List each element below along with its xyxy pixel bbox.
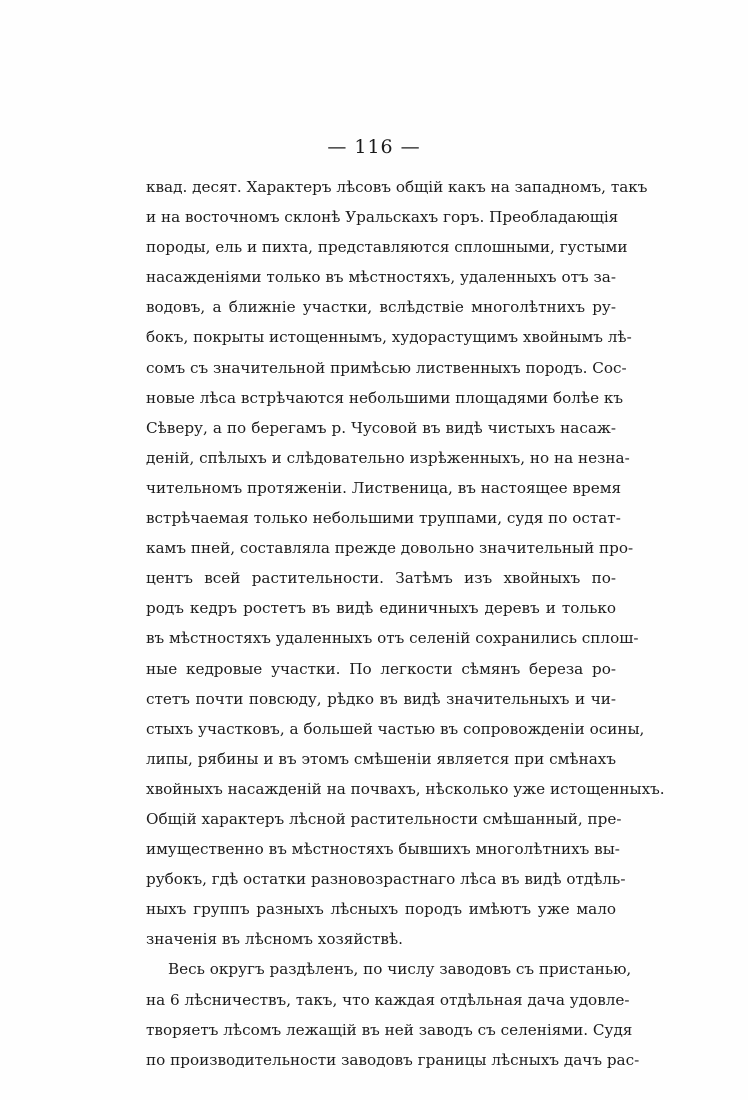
text-line: родъ кедръ ростетъ въ видѣ единичныхъ деревъ и только (146, 599, 616, 618)
paragraph (146, 954, 640, 1074)
text-line: ныхъ группъ разныхъ лѣсныхъ породъ имѣютъ уже мало (146, 900, 616, 919)
text-line: бокъ, покрыты истощеннымъ, худорастущимъ хвойнымъ лѣ- (146, 328, 632, 347)
text-line: сомъ съ значительной примѣсью лиственныхъ породъ. Сос- (146, 358, 627, 377)
text-line: Сѣверу, а по берегамъ р. Чусовой въ видѣ чистыхъ насаж- (146, 418, 616, 437)
text-line: липы, рябины и въ этомъ смѣшеніи является при смѣнахъ (146, 749, 616, 768)
text-line: на 6 лѣсничествъ, такъ, что каждая отдѣльная дача удовле- (146, 990, 630, 1009)
text-line: значенія въ лѣсномъ хозяйствѣ. (146, 930, 403, 949)
text-line: чительномъ протяженіи. Лиственица, въ настоящее время (146, 478, 622, 497)
text-line: Весь округъ раздѣленъ, по числу заводовъ съ пристанью, (168, 960, 632, 979)
page-number: — 116 — (327, 136, 421, 158)
text-line: въ мѣстностяхъ удаленныхъ отъ селеній сохранились сплош- (146, 629, 639, 648)
text-line: стыхъ участковъ, а большей частью въ сопровожденіи осины, (146, 719, 645, 738)
text-line: центъ всей растительности. Затѣмъ изъ хвойныхъ по- (146, 569, 616, 588)
text-line: рубокъ, гдѣ остатки разновозрастнаго лѣса въ видѣ отдѣль- (146, 870, 626, 889)
text-line: Общій характеръ лѣсной растительности смѣшанный, пре- (146, 809, 622, 828)
text-line: и на восточномъ склонѣ Уральскахъ горъ. Преобладающія (146, 208, 619, 227)
text-line: квад. десят. Характеръ лѣсовъ общій какъ на западномъ, такъ (146, 178, 648, 196)
text-line: имущественно въ мѣстностяхъ бывшихъ многолѣтнихъ вы- (146, 840, 620, 859)
body-text (146, 172, 665, 1075)
text-line: насажденіями только въ мѣстностяхъ, удаленныхъ отъ за- (146, 268, 616, 287)
text-line: по производительности заводовъ границы лѣсныхъ дачъ рас- (146, 1050, 640, 1069)
text-line: хвойныхъ насажденій на почвахъ, нѣсколько уже истощенныхъ. (146, 779, 665, 798)
text-line: породы, ель и пихта, представляются сплошными, густыми (146, 238, 628, 257)
text-line: ные кедровые участки. По легкости сѣмянъ береза ро- (146, 659, 616, 678)
text-line: новые лѣса встрѣчаются небольшими площадями болѣе къ (146, 388, 624, 407)
text-line: камъ пней, составляла прежде довольно значительный про- (146, 539, 634, 558)
text-line: встрѣчаемая только небольшими труппами, судя по остат- (146, 509, 621, 528)
text-line: деній, спѣлыхъ и слѣдовательно изрѣженныхъ, но на незна- (146, 448, 630, 467)
text-line: стетъ почти повсюду, рѣдко въ видѣ значительныхъ и чи- (146, 689, 616, 708)
paragraph (146, 172, 665, 954)
text-line: водовъ, а ближніе участки, вслѣдствіе многолѣтнихъ ру- (146, 298, 616, 317)
text-line: творяетъ лѣсомъ лежащій въ ней заводъ съ селеніями. Судя (146, 1020, 633, 1039)
